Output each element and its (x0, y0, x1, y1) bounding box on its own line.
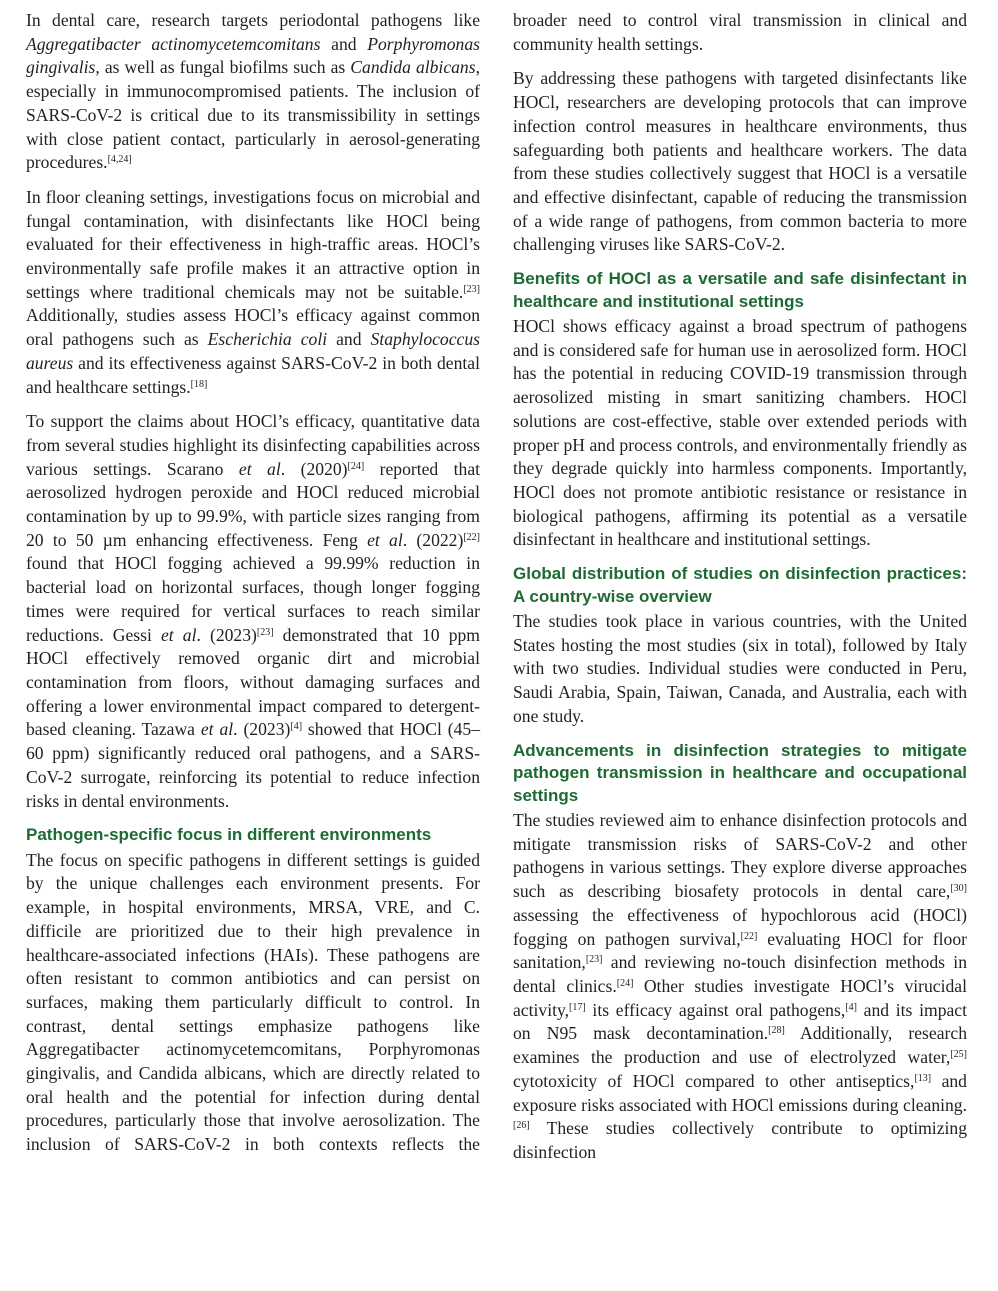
heading-global-distribution: Global distribution of studies on disinfection practices: A country-wise overview (513, 564, 967, 606)
text-run: , especially in immunocompromised patients. The inclusion of SARS-CoV-2 is critical due to its transmissibility in settings with close patient contact, particularly in aerosol-generating procedures. (26, 57, 480, 173)
citation-reference: [22] (463, 531, 480, 543)
text-run: By addressing these pathogens with targeted disinfectants like HOCl, researchers are developing protocols that can improve infection control measures in healthcare environments, thus safeguarding both patients and healthcare workers. The data from these studies collectively suggest that HOCl is a versatile and effective disinfectant, capable of reducing the transmission of a wide range of pathogens, from common bacteria to more challenging viruses like SARS-CoV-2. (513, 68, 967, 255)
citation-reference: [23] (256, 626, 274, 638)
text-run: HOCl shows efficacy against a broad spectrum of pathogens and is considered safe for human use in aerosolized form. HOCl has the potential in reducing COVID-19 transmission through aerosolized misting in smart sanitizing chambers. HOCl solutions are cost-effective, stable over extended periods with proper pH and process controls, and environmentally friendly as they degrade quickly into harmless components. Importantly, HOCl does not promote antibiotic resistance or resistance in biological pathogens, affirming its potential as a versatile disinfectant in healthcare and institutional settings. (513, 316, 967, 550)
italic-term: Escherichia coli (207, 329, 328, 350)
text-run: The studies reviewed aim to enhance disinfection protocols and mitigate transmission risks of SARS-CoV-2 and other pathogens in various settings. They explore diverse approaches such as describing biosafety protocols in dental care, (513, 810, 967, 902)
text-run: cytotoxicity of HOCl compared to other antiseptics, (513, 1070, 915, 1091)
citation-reference: [23] (585, 954, 603, 966)
paragraph-global-distribution (513, 610, 967, 729)
citation-reference: [17] (569, 1001, 586, 1013)
paragraph-hocl-benefits (513, 315, 967, 552)
citation-reference: [4,24] (107, 154, 132, 166)
italic-term: et al (200, 719, 234, 740)
heading-disinfection-advancements: Advancements in disinfection strategies to mitigate pathogen transmission in healthcare and occupational settings (513, 740, 967, 805)
citation-reference: [18] (190, 378, 208, 390)
text-run: The studies took place in various countries, with the United States hosting the most studies (six in total), followed by Italy with two studies. Individual studies were conducted in Peru, Saudi Arabia, Spain, Taiwan, Canada, and Australia, each with one study. (513, 611, 967, 726)
text-run: To support the claims about HOCl’s efficacy, quantitative data from several studies highlight its disinfecting capabilities across various settings. Scarano (26, 411, 480, 479)
italic-term: Porphyromonas gingivalis (26, 33, 480, 78)
italic-term: Staphylococcus aureus (26, 329, 480, 373)
right-column (513, 9, 967, 1165)
citation-reference: [24] (347, 460, 365, 472)
paragraph-viral-transmission (513, 9, 967, 56)
text-run: These studies collectively contribute to optimizing disinfection (513, 1118, 967, 1162)
text-run: and its impact on N95 mask decontamination. (513, 999, 967, 1044)
text-run: and its effectiveness against SARS-CoV-2 in both dental and healthcare settings. (26, 352, 480, 397)
text-run: and (327, 329, 371, 350)
text-run: . (2022) (402, 529, 464, 550)
text-run: Additionally, research examines the production and use of electrolyzed water, (513, 1023, 967, 1068)
italic-term: et al (367, 529, 403, 550)
citation-reference: [4] (290, 721, 303, 733)
paragraph-pathogen-focus (26, 849, 480, 1157)
citation-reference: [23] (463, 283, 480, 295)
paragraph-disinfection-advancements (513, 809, 967, 1165)
citation-reference: [22] (740, 930, 758, 942)
text-run: its efficacy against oral pathogens, (585, 999, 846, 1020)
citation-reference: [13] (914, 1072, 932, 1084)
paragraph-floor-cleaning (26, 186, 480, 399)
paragraph-dental-care (26, 9, 480, 175)
text-run: The focus on specific pathogens in different settings is guided by the unique challenges each environment presents. For example, in hospital environments, MRSA, VRE, and C. difficile are prioritized due to their high prevalence in healthcare-associated infections (HAIs). These pathogens are often resistant to common antibiotics and can persist on surfaces, making them particularly difficult to control. In contrast, dental settings emphasize pathogens like Aggregatibacter actinomycetemcomitans, Porphyromonas gingivalis, and Candida albicans, which are directly related to oral health and the potential for infection during dental procedures, particularly those that involve aerosolization. The inclusion of SARS-CoV-2 in both contexts reflects the (26, 849, 480, 1155)
text-run: showed that HOCl (45–60 ppm) significantly reduced oral pathogens, and a SARS-CoV-2 surrogate, reinforcing its potential to reduce infection risks in dental environments. (26, 719, 481, 811)
text-run: Additionally, studies assess HOCl’s efficacy against common oral pathogens such as (26, 305, 480, 350)
heading-hocl-benefits: Benefits of HOCl as a versatile and safe disinfectant in healthcare and institutional settings (513, 269, 967, 311)
italic-term: Aggregatibacter actinomycetemcomitans (26, 33, 321, 54)
italic-term: et al (238, 458, 281, 479)
text-run: In floor cleaning settings, investigations focus on microbial and fungal contamination, with disinfectants like HOCl being evaluated for their effectiveness in high-traffic areas. HOCl’s environmentally safe profile makes it an attractive option in settings where traditional chemicals may not be suitable. (26, 186, 480, 302)
text-run: and (320, 33, 368, 54)
text-run: evaluating HOCl for floor sanitation, (513, 928, 967, 973)
text-run: assessing the effectiveness of hypochlorous acid (HOCl) fogging on pathogen survival, (513, 904, 967, 949)
citation-reference: [28] (768, 1025, 785, 1037)
citation-reference: [24] (616, 978, 634, 989)
text-run: In dental care, research targets periodontal pathogens like (26, 10, 480, 30)
text-run: broader need to control viral transmission in clinical and community health settings. (513, 10, 967, 54)
text-run: demonstrated that 10 ppm HOCl effectively removed organic dirt and microbial contamination from floors, without damaging surfaces and offering a lower environmental impact compared to detergent-based cleaning. Tazawa (26, 624, 480, 740)
citation-reference: [25] (950, 1049, 967, 1061)
heading-pathogen-specific-focus: Pathogen-specific focus in different environments (26, 825, 432, 845)
text-run: , as well as fungal biofilms such as (95, 57, 351, 78)
italic-term: et al (160, 624, 197, 645)
italic-term: Candida albicans (350, 57, 476, 78)
text-run: . (2023) (196, 624, 257, 645)
text-run: Other studies investigate HOCl’s virucidal activity, (513, 976, 967, 1020)
citation-reference: [4] (845, 1001, 857, 1013)
citation-reference: [30] (950, 883, 967, 895)
paragraph-targeted-disinfectants (513, 67, 967, 257)
text-run: reported that aerosolized hydrogen peroxide and HOCl reduced microbial contamination by up to 99.9%, with particle sizes ranging from 20 to 50 µm enhancing effectiveness. Feng (26, 458, 481, 550)
text-run: . (2023) (233, 719, 291, 740)
paragraph-quantitative-data (26, 410, 480, 813)
text-run: . (2020) (280, 458, 348, 479)
text-run: and exposure risks associated with HOCl emissions during cleaning. (513, 1070, 967, 1115)
text-run: and reviewing no-touch disinfection methods in dental clinics. (513, 952, 967, 996)
text-run: found that HOCl fogging achieved a 99.99% reduction in bacterial load on horizontal surfaces, though longer fogging times were required for vertical surfaces to reach similar reductions. Gessi (26, 553, 480, 645)
citation-reference: [26] (513, 1120, 530, 1132)
left-column (26, 9, 480, 1157)
